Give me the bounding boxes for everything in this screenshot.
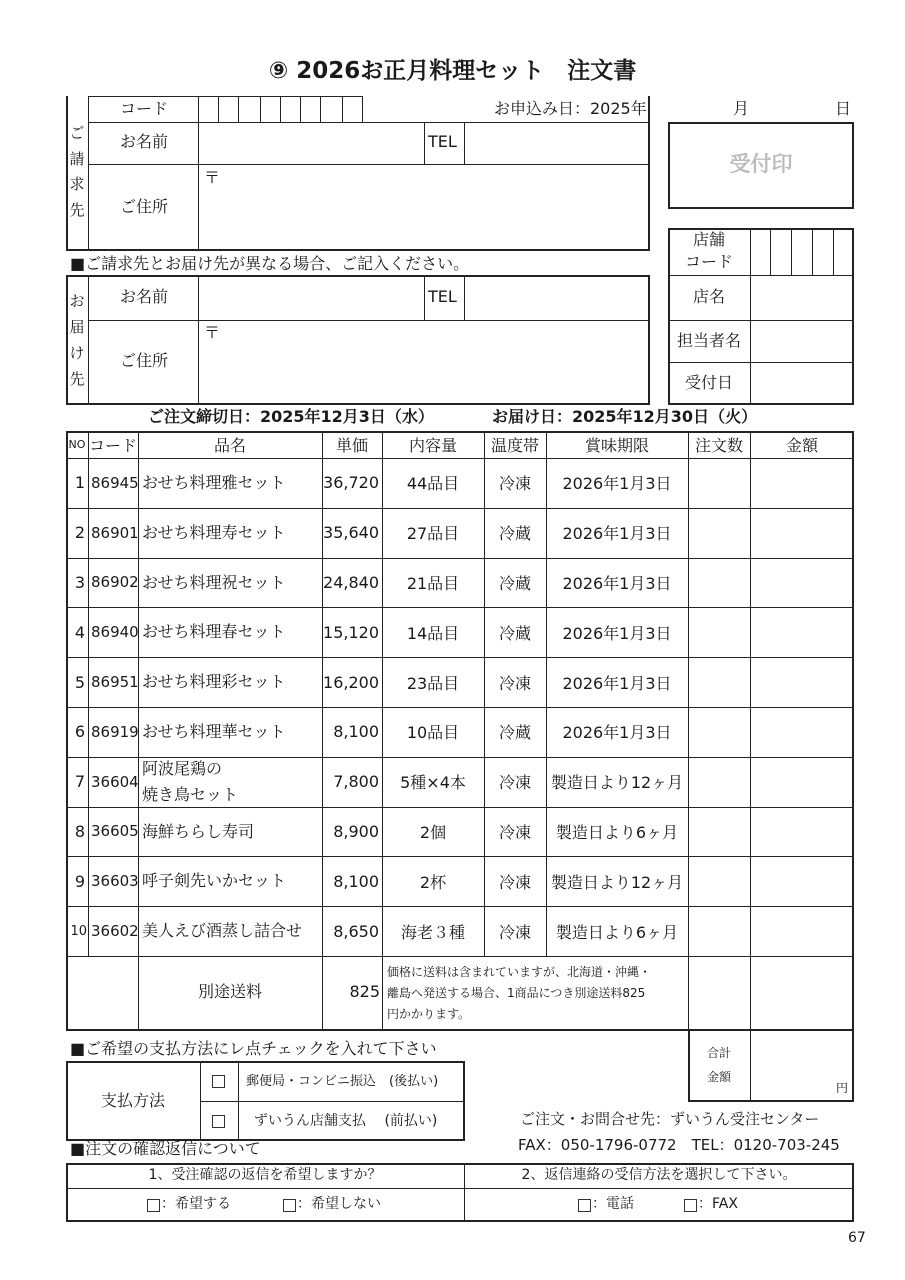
- confirm-fax-label: ：FAX: [698, 1196, 738, 1212]
- order-quantity-field[interactable]: [688, 856, 750, 906]
- unit-price: 8,650: [333, 921, 379, 941]
- content-quantity: 21品目: [406, 573, 460, 593]
- reception-stamp-label: 受付印: [729, 152, 793, 176]
- delivery-tel-field[interactable]: [466, 277, 648, 318]
- content-quantity: 23品目: [406, 673, 460, 693]
- row-number: 5: [74, 672, 85, 692]
- total-label-1: 合計: [706, 1046, 731, 1060]
- confirm-q1: 1、受注確認の返信を希望しますか？: [148, 1167, 382, 1183]
- row-number: 1: [74, 473, 85, 493]
- row-number: 2: [74, 523, 85, 543]
- temperature-zone: 冷蔵: [498, 723, 531, 743]
- unit-price: 8,100: [333, 722, 379, 742]
- item-name: 海鮮ちらし寿司: [142, 821, 255, 841]
- item-code: 36603: [91, 872, 139, 891]
- table-header-8: 金額: [785, 436, 818, 455]
- temperature-zone: 冷凍: [498, 773, 531, 793]
- temperature-zone: 冷凍: [498, 822, 531, 842]
- amount-field[interactable]: [750, 906, 854, 956]
- row-number: 7: [74, 772, 85, 792]
- item-code: 86902: [91, 573, 139, 592]
- apply-date-label: お申込み日：2025年: [494, 99, 647, 118]
- table-header-4: 内容量: [408, 436, 457, 455]
- confirm-no-label: ：希望しない: [297, 1196, 381, 1212]
- amount-field[interactable]: [750, 707, 854, 757]
- item-name: おせち料理彩セット: [142, 672, 286, 692]
- amount-field[interactable]: [750, 558, 854, 608]
- item-name: おせち料理雅セット: [142, 473, 286, 493]
- payment-option-2-checkbox[interactable]: [212, 1113, 225, 1132]
- shipping-note: 価格に送料は含まれていますが、北海道・沖縄・ 離島へ発送する場合、1商品につき別途送料825 円かかります。: [387, 965, 652, 1021]
- confirm-notice: ■注文の確認返信について: [70, 1139, 261, 1158]
- order-quantity-field[interactable]: [688, 906, 750, 956]
- amount-field[interactable]: [750, 657, 854, 707]
- shipping-price: 825: [349, 982, 380, 1001]
- unit-price: 24,840: [323, 572, 379, 592]
- order-quantity-field[interactable]: [688, 657, 750, 707]
- content-quantity: 5種×4本: [400, 773, 466, 793]
- payment-option-1-label: 郵便局・コンビニ振込 (後払い): [246, 1074, 439, 1089]
- temperature-zone: 冷凍: [498, 474, 531, 494]
- billing-tel-label: TEL: [428, 132, 457, 151]
- unit-price: 16,200: [323, 672, 379, 692]
- total-amount-field[interactable]: [752, 1031, 832, 1099]
- expiry-date: 2026年1月3日: [562, 723, 672, 743]
- order-quantity-field[interactable]: [688, 707, 750, 757]
- billing-name-label: お名前: [120, 132, 169, 151]
- table-header-2: 品名: [213, 436, 246, 455]
- content-quantity: 海老３種: [400, 922, 465, 942]
- amount-field[interactable]: [750, 458, 854, 508]
- total-unit: 円: [836, 1081, 849, 1095]
- content-quantity: 27品目: [406, 524, 460, 544]
- item-code: 86945: [91, 473, 139, 492]
- billing-address-label: ご住所: [120, 197, 169, 216]
- store-staff-label: 担当者名: [676, 331, 741, 350]
- confirm-yes-checkbox[interactable]: [147, 1197, 160, 1216]
- expiry-date: 2026年1月3日: [562, 623, 672, 643]
- delivery-tel-label: TEL: [428, 287, 457, 306]
- apply-date-day: 日: [835, 99, 852, 118]
- payment-method-label: 支払方法: [100, 1091, 165, 1110]
- content-quantity: 2杯: [419, 872, 447, 892]
- page-number: 67: [848, 1230, 866, 1246]
- payment-option-2-label: ずいうん店舗支払 (前払い): [254, 1113, 438, 1129]
- row-number: 3: [74, 572, 85, 592]
- expiry-date: 2026年1月3日: [562, 474, 672, 494]
- delivery-name-label: お名前: [120, 287, 169, 306]
- item-code: 36604: [91, 772, 139, 791]
- amount-field[interactable]: [750, 807, 854, 857]
- content-quantity: 44品目: [406, 474, 460, 494]
- item-code: 36602: [91, 922, 139, 941]
- confirm-phone-checkbox[interactable]: [578, 1197, 591, 1216]
- confirm-q2: 2、返信連絡の受信方法を選択して下さい。: [521, 1167, 797, 1183]
- temperature-zone: 冷蔵: [498, 573, 531, 593]
- payment-option-1-checkbox[interactable]: [212, 1073, 225, 1092]
- delivery-side-label: お 届 け 先: [69, 291, 85, 389]
- expiry-date: 製造日より12ヶ月: [550, 773, 684, 793]
- billing-code-label: コード: [120, 99, 169, 118]
- item-name: おせち料理寿セット: [142, 522, 286, 542]
- delivery-name-field[interactable]: [200, 277, 422, 318]
- shipping-label: 別途送料: [197, 982, 262, 1001]
- billing-address-field[interactable]: [200, 166, 648, 248]
- delivery-date: お届け日：2025年12月30日（火）: [492, 407, 758, 426]
- order-quantity-field[interactable]: [688, 558, 750, 608]
- table-header-7: 注文数: [694, 436, 743, 455]
- content-quantity: 14品目: [406, 623, 460, 643]
- confirm-fax-checkbox[interactable]: [684, 1197, 697, 1216]
- unit-price: 15,120: [323, 622, 379, 642]
- order-quantity-field[interactable]: [688, 508, 750, 558]
- order-quantity-field[interactable]: [688, 458, 750, 508]
- content-quantity: 2個: [419, 822, 447, 842]
- row-number: 9: [74, 871, 85, 891]
- confirm-phone-label: ：電話: [592, 1196, 634, 1212]
- order-quantity-field[interactable]: [688, 757, 750, 807]
- billing-tel-field[interactable]: [466, 124, 648, 162]
- page-title: ⑨ 2026お正月料理セット 注文書: [268, 58, 637, 84]
- temperature-zone: 冷凍: [498, 922, 531, 942]
- item-name: 呼子剣先いかセット: [142, 871, 287, 891]
- temperature-zone: 冷蔵: [498, 623, 531, 643]
- amount-field[interactable]: [750, 856, 854, 906]
- item-name: 阿波尾鶏の 焼き鳥セット: [142, 759, 239, 804]
- row-number: 6: [74, 722, 85, 742]
- billing-postal-mark: 〒: [204, 168, 221, 187]
- payment-notice: ■ご希望の支払方法にレ点チェックを入れて下さい: [70, 1039, 437, 1058]
- apply-date-month: 月: [733, 99, 750, 118]
- row-number: 8: [74, 821, 85, 841]
- temperature-zone: 冷凍: [498, 872, 531, 892]
- item-code: 86951: [91, 673, 139, 692]
- unit-price: 36,720: [323, 473, 379, 493]
- order-quantity-field[interactable]: [688, 807, 750, 857]
- item-name: おせち料理祝セット: [142, 572, 286, 592]
- item-name: おせち料理春セット: [142, 622, 286, 642]
- table-header-5: 温度帯: [490, 436, 539, 455]
- item-code: 86940: [91, 623, 139, 642]
- delivery-postal-mark: 〒: [204, 323, 221, 342]
- expiry-date: 2026年1月3日: [562, 524, 672, 544]
- amount-field[interactable]: [750, 508, 854, 558]
- expiry-date: 製造日より6ヶ月: [555, 822, 679, 842]
- expiry-date: 製造日より12ヶ月: [550, 872, 684, 892]
- store-received-label: 受付日: [684, 373, 733, 392]
- total-label-2: 金額: [706, 1070, 731, 1084]
- temperature-zone: 冷蔵: [498, 524, 531, 544]
- expiry-date: 2026年1月3日: [562, 673, 672, 693]
- amount-field[interactable]: [750, 757, 854, 807]
- table-header-1: コード: [88, 436, 137, 455]
- table-header-0: NO: [68, 438, 86, 451]
- order-quantity-field[interactable]: [688, 607, 750, 657]
- order-deadline: ご注文締切日：2025年12月3日（水）: [148, 407, 434, 426]
- item-code: 86901: [91, 523, 139, 542]
- item-code: 86919: [91, 722, 139, 741]
- temperature-zone: 冷凍: [498, 673, 531, 693]
- delivery-address-field[interactable]: [200, 322, 648, 403]
- billing-name-field[interactable]: [200, 124, 422, 162]
- item-name: 美人えび酒蒸し詰合せ: [142, 921, 303, 941]
- confirm-yes-label: ：希望する: [161, 1196, 231, 1212]
- billing-side-label: ご 請 求 先: [69, 124, 85, 219]
- delivery-address-label: ご住所: [120, 351, 169, 370]
- content-quantity: 10品目: [406, 723, 460, 743]
- unit-price: 35,640: [323, 523, 379, 543]
- unit-price: 8,100: [333, 871, 379, 891]
- table-header-3: 単価: [335, 436, 368, 455]
- unit-price: 7,800: [333, 772, 379, 792]
- item-code: 36605: [91, 822, 139, 841]
- expiry-date: 2026年1月3日: [562, 573, 672, 593]
- amount-field[interactable]: [750, 607, 854, 657]
- expiry-date: 製造日より6ヶ月: [555, 922, 679, 942]
- store-code-label-2: コード: [684, 252, 733, 271]
- confirm-no-checkbox[interactable]: [283, 1197, 296, 1216]
- contact-line-2: FAX：050-1796-0772 TEL：0120-703-245: [518, 1136, 840, 1154]
- contact-line-1: ご注文・お問合せ先：ずいうん受注センター: [520, 1110, 820, 1128]
- unit-price: 8,900: [333, 821, 379, 841]
- store-name-label: 店名: [692, 287, 725, 306]
- store-code-label-1: 店舗: [692, 230, 725, 249]
- table-header-6: 賞味期限: [584, 436, 649, 455]
- item-name: おせち料理華セット: [142, 722, 286, 742]
- row-number: 10: [70, 923, 87, 939]
- different-address-notice: ■ご請求先とお届け先が異なる場合、ご記入ください。: [70, 254, 470, 273]
- row-number: 4: [74, 622, 85, 642]
